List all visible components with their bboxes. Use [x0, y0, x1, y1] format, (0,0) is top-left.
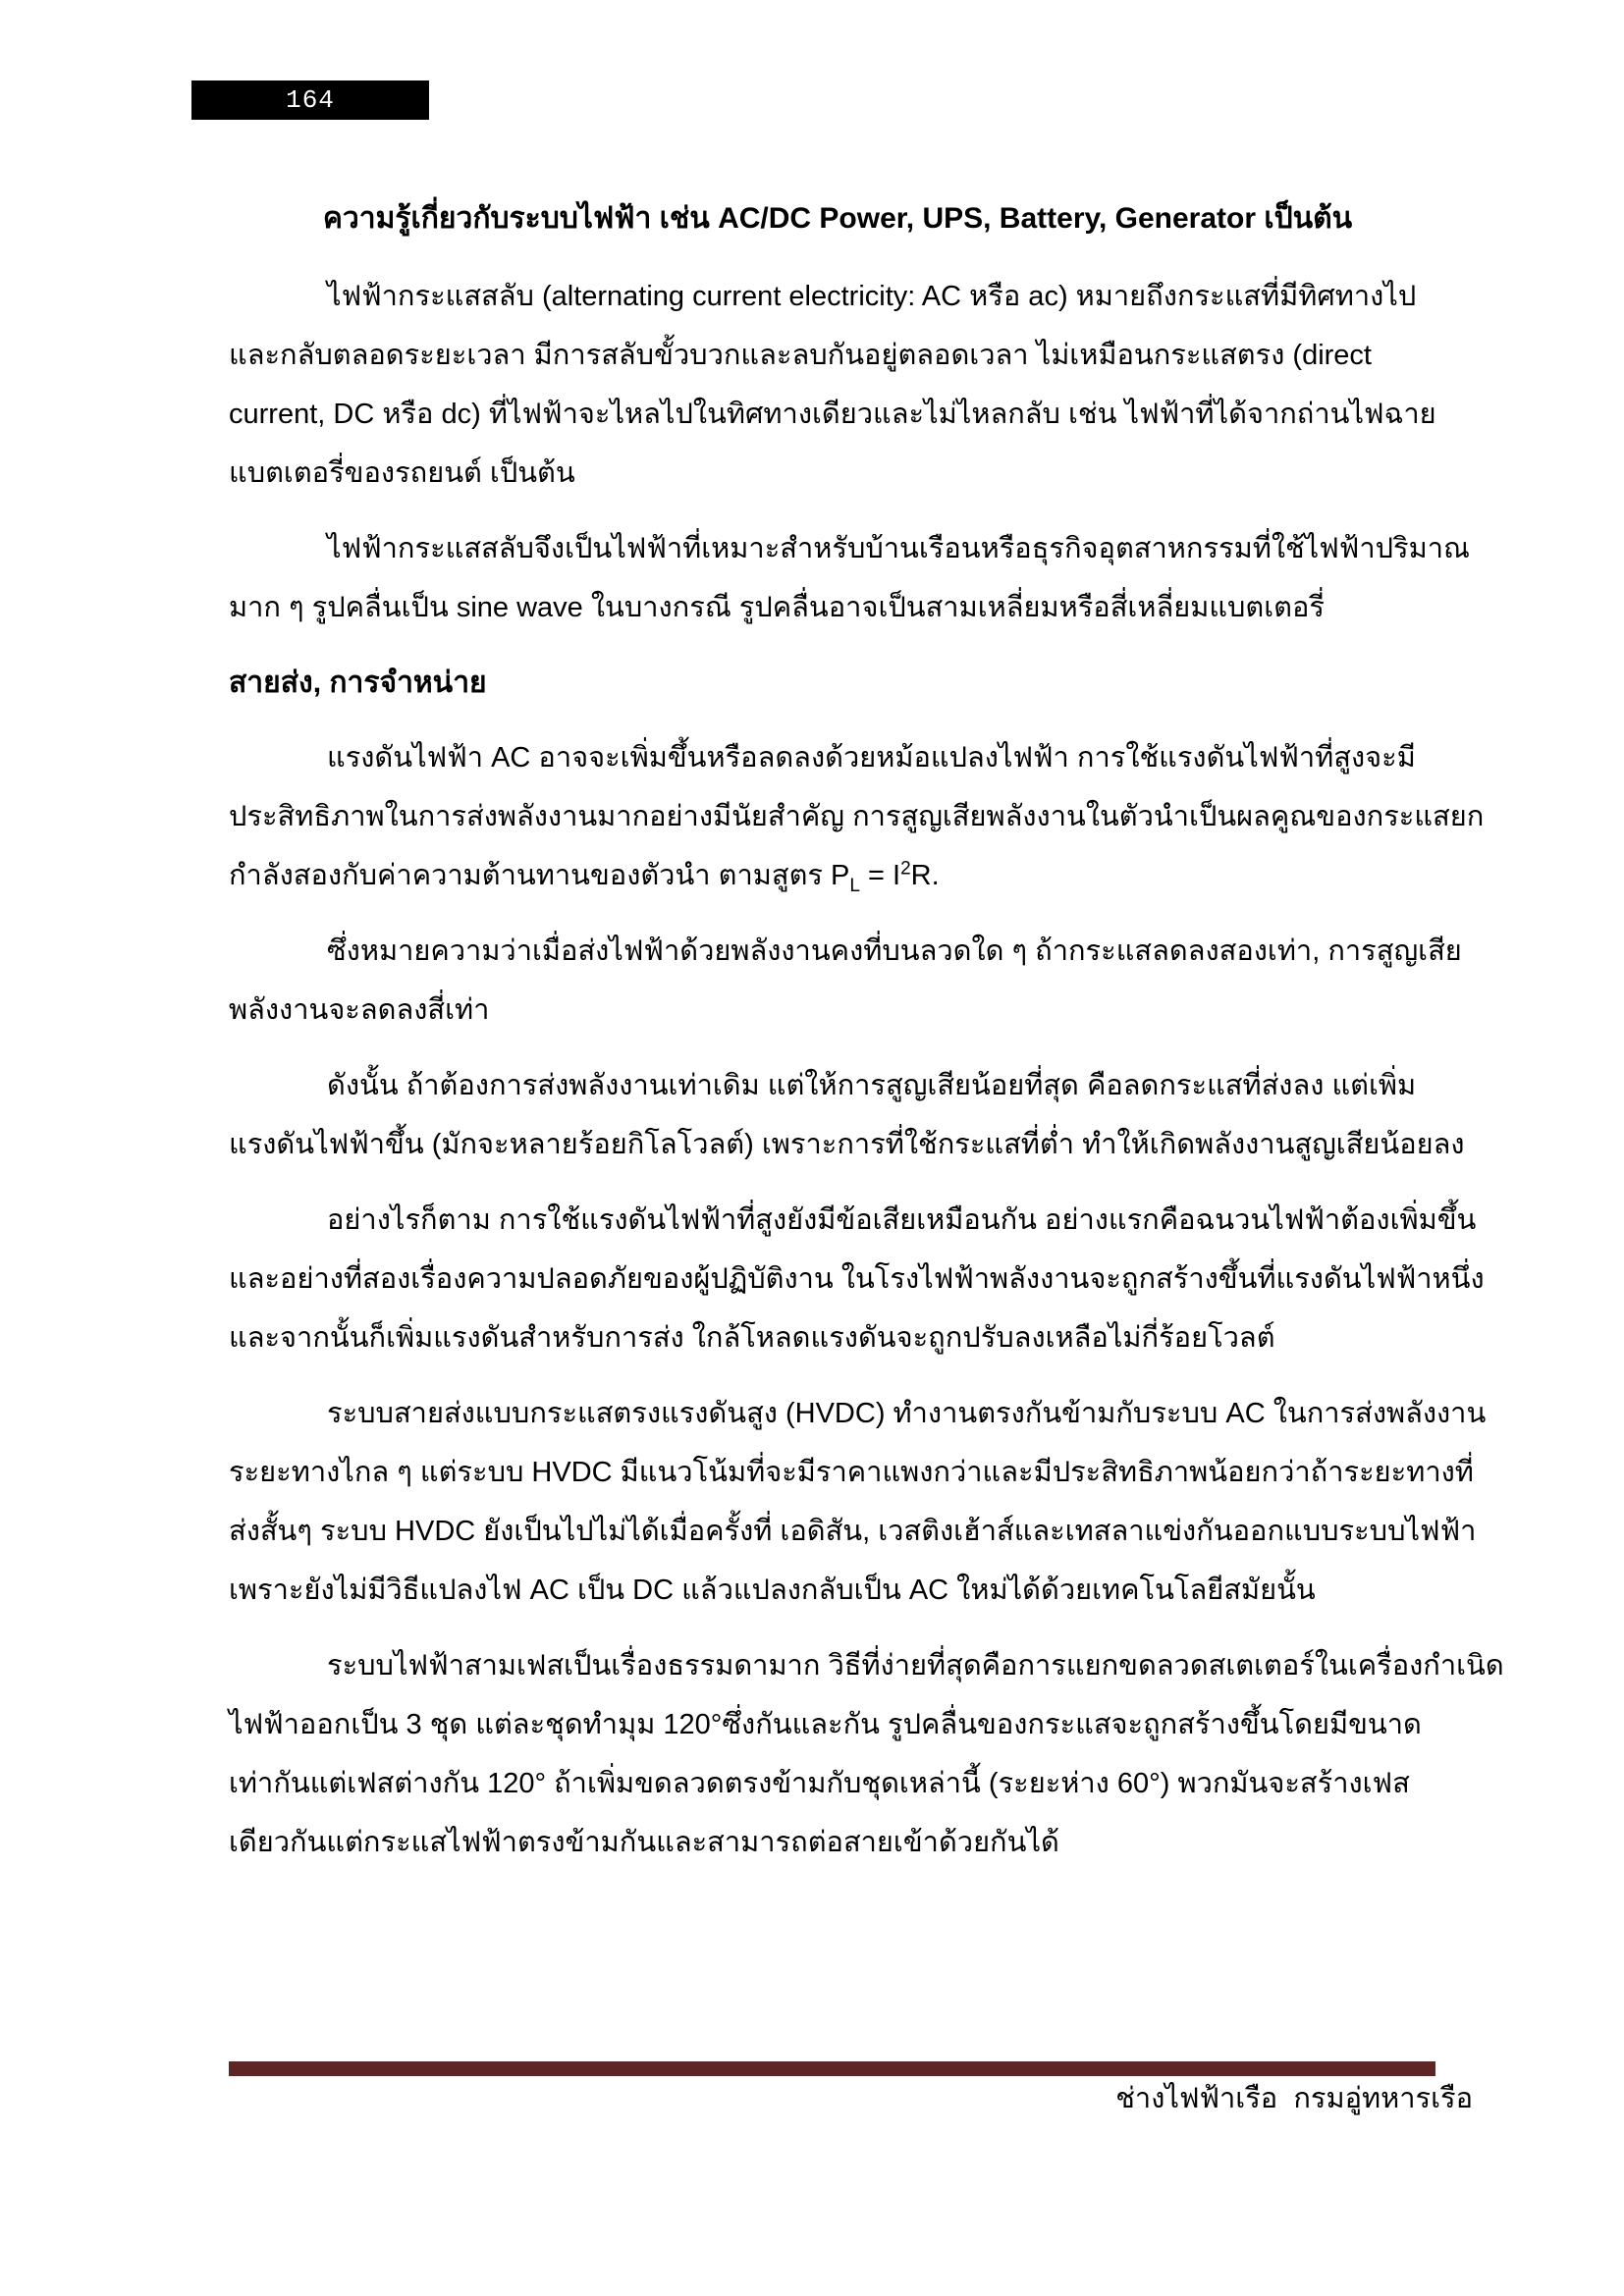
text-line: ซึ่งหมายความว่าเมื่อส่งไฟฟ้าด้วยพลังงานคงที่บนลวดใด ๆ ถ้ากระแสลดลงสองเท่า, การสูญเสีย — [327, 935, 1462, 967]
text-line: และอย่างที่สองเรื่องความปลอดภัยของผู้ปฏิบัติงาน ในโรงไฟฟ้าพลังงานจะถูกสร้างขึ้นที่แรงดันไฟฟ้าหนึ่ง — [229, 1263, 1485, 1295]
text-line: ระบบสายส่งแบบกระแสตรงแรงดันสูง (HVDC) ทำงานตรงกันข้ามกับระบบ AC ในการส่งพลังงาน — [327, 1398, 1487, 1429]
page-title: ความรู้เกี่ยวกับระบบไฟฟ้า เช่น AC/DC Power, UPS, Battery, Generator เป็นต้น — [322, 202, 1353, 235]
text-line: มาก ๆ รูปคลื่นเป็น sine wave ในบางกรณี รูปคลื่นอาจเป็นสามเหลี่ยมหรือสี่เหลี่ยมแบตเตอรี่ — [229, 592, 1325, 623]
formula-suffix: R. — [910, 860, 940, 891]
text-line: ระยะทางไกล ๆ แต่ระบบ HVDC มีแนวโน้มที่จะมีราคาแพงกว่าและมีประสิทธิภาพน้อยกว่าถ้าระยะทางที่ — [229, 1457, 1474, 1488]
section-heading-transmission: สายส่ง, การจำหน่าย — [229, 667, 487, 699]
text-line: ประสิทธิภาพในการส่งพลังงานมากอย่างมีนัยสำคัญ การสูญเสียพลังงานในตัวนำเป็นผลคูณของกระแสยก — [229, 801, 1485, 832]
paragraph-power-loss — [229, 922, 1462, 1040]
text-line: ดังนั้น ถ้าต้องการส่งพลังงานเท่าเดิม แต่ให้การสูญเสียน้อยที่สุด คือลดกระแสที่ส่งลง แต่เพิ่ม — [327, 1070, 1417, 1101]
page-number: 164 — [286, 85, 335, 115]
paragraph-ac-definition — [229, 267, 1446, 503]
paragraph-ac-usage — [229, 519, 1470, 637]
paragraph-hvdc — [229, 1384, 1487, 1620]
formula-mid: = I — [859, 860, 901, 891]
formula-subscript: L — [849, 875, 860, 896]
paragraph-high-voltage-drawbacks — [229, 1191, 1485, 1367]
formula-prefix: กำลังสองกับค่าความต้านทานของตัวนำ ตามสูตร P — [229, 860, 850, 891]
text-line: และกลับตลอดระยะเวลา มีการสลับขั้วบวกและลบกันอยู่ตลอดเวลา ไม่เหมือนกระแสตรง (direct — [229, 340, 1372, 371]
text-line: อย่างไรก็ตาม การใช้แรงดันไฟฟ้าที่สูงยังมีข้อเสียเหมือนกัน อย่างแรกคือฉนวนไฟฟ้าต้องเพิ่มขึ้น — [327, 1204, 1477, 1236]
text-line: เท่ากันแต่เฟสต่างกัน 120° ถ้าเพิ่มขดลวดตรงข้ามกับชุดเหล่านี้ (ระยะห่าง 60°) พวกมันจะสร้างเฟส — [229, 1768, 1410, 1799]
text-line: เพราะยังไม่มีวิธีแปลงไฟ AC เป็น DC แล้วแปลงกลับเป็น AC ใหม่ได้ด้วยเทคโนโลยีสมัยนั้น — [229, 1575, 1316, 1606]
page-number-badge — [191, 80, 429, 120]
paragraph-voltage-transformer — [229, 728, 1485, 905]
text-line: แรงดันไฟฟ้าขึ้น (มักจะหลายร้อยกิโลโวลต์) เพราะการที่ใช้กระแสที่ต่ำ ทำให้เกิดพลังงานสูญเสียน้อยลง — [229, 1129, 1465, 1160]
text-line: พลังงานจะลดลงสี่เท่า — [229, 994, 490, 1026]
text-line: ไฟฟ้ากระแสสลับจึงเป็นไฟฟ้าที่เหมาะสำหรับบ้านเรือนหรือธุรกิจอุตสาหกรรมที่ใช้ไฟฟ้าปริมาณ — [327, 533, 1470, 564]
text-line: ระบบไฟฟ้าสามเฟสเป็นเรื่องธรรมดามาก วิธีที่ง่ายที่สุดคือการแยกขดลวดสเตเตอร์ในเครื่องกำเนิด — [327, 1650, 1504, 1682]
formula-superscript: 2 — [900, 858, 911, 880]
text-line: ไฟฟ้าออกเป็น 3 ชุด แต่ละชุดทำมุม 120°ซึ่งกันและกัน รูปคลื่นของกระแสจะถูกสร้างขึ้นโดยมีขนาด — [229, 1709, 1422, 1740]
text-line: ส่งสั้นๆ ระบบ HVDC ยังเป็นไปไม่ได้เมื่อครั้งที่ เอดิสัน, เวสติงเฮ้าส์และเทสลาแข่งกันออกแบบระบบไฟฟ้า — [229, 1516, 1477, 1547]
text-line: และจากนั้นก็เพิ่มแรงดันสำหรับการส่ง ใกล้โหลดแรงดันจะถูกปรับลงเหลือไม่กี่ร้อยโวลต์ — [229, 1322, 1275, 1354]
text-line: แรงดันไฟฟ้า AC อาจจะเพิ่มขึ้นหรือลดลงด้วยหม้อแปลงไฟฟ้า การใช้แรงดันไฟฟ้าที่สูงจะมี — [327, 742, 1416, 774]
text-line: ไฟฟ้ากระแสสลับ (alternating current electricity: AC หรือ ac) หมายถึงกระแสที่มีทิศทางไป — [327, 281, 1417, 312]
footer-divider-bar — [229, 2061, 1435, 2076]
text-line: เดียวกันแต่กระแสไฟฟ้าตรงข้ามกันและสามารถต่อสายเข้าด้วยกันได้ — [229, 1827, 1059, 1858]
footer-credit: ช่างไฟฟ้าเรือ กรมอู่ทหารเรือ — [1115, 2083, 1473, 2114]
paragraph-three-phase — [229, 1636, 1504, 1872]
text-line: current, DC หรือ dc) ที่ไฟฟ้าจะไหลไปในทิศทางเดียวและไม่ไหลกลับ เช่น ไฟฟ้าที่ได้จากถ่านไฟฉาย — [229, 399, 1436, 430]
paragraph-high-voltage — [229, 1056, 1465, 1174]
formula-line — [229, 846, 1446, 905]
document-body — [229, 267, 1504, 1889]
text-line: แบตเตอรี่ของรถยนต์ เป็นต้น — [229, 457, 575, 489]
